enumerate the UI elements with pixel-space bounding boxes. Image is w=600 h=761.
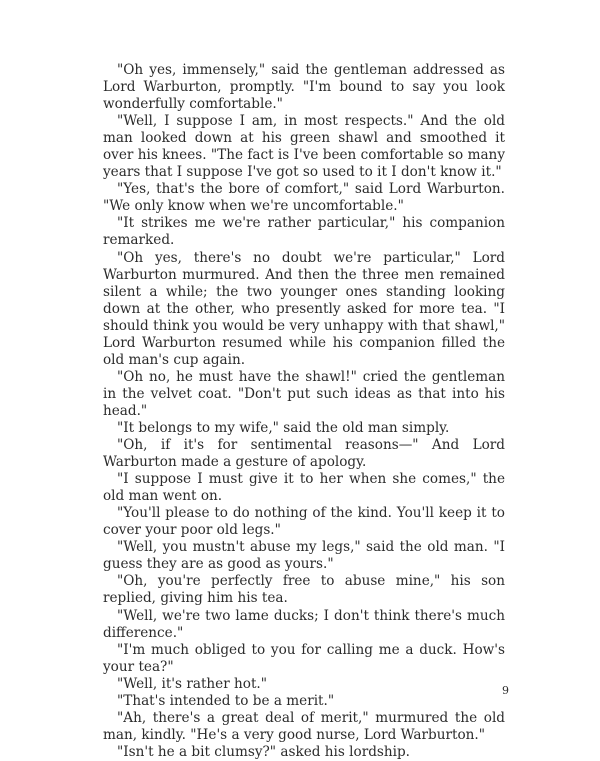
paragraph: "It strikes me we're rather particular," his companion remarked. bbox=[103, 215, 505, 249]
paragraph: "Oh yes, immensely," said the gentleman addressed as Lord Warburton, promptly. "I'm bound to say you look wonderfully comfortable." bbox=[103, 62, 505, 113]
paragraph: "Well, I suppose I am, in most respects." And the old man looked down at his green shawl and smoothed it over his knees. "The fact is I've been comfortable so many years that I suppose I've got so used to it I don't know it." bbox=[103, 113, 505, 181]
page-number: 9 bbox=[502, 684, 509, 697]
paragraph: "Isn't he a bit clumsy?" asked his lordship. bbox=[117, 743, 410, 760]
paragraph: "Yes, that's the bore of comfort," said Lord Warburton. "We only know when we're uncomfortable." bbox=[103, 181, 505, 215]
paragraph: "Ah, there's a great deal of merit," murmured the old man, kindly. "He's a very good nurse, Lord Warburton." bbox=[103, 709, 505, 743]
paragraph: "Oh, if it's for sentimental reasons—" And Lord Warburton made a gesture of apology. bbox=[103, 437, 505, 471]
paragraph: "You'll please to do nothing of the kind. You'll keep it to cover your poor old legs." bbox=[103, 505, 505, 539]
paragraph: "Oh no, he must have the shawl!" cried the gentleman in the velvet coat. "Don't put such ideas as that into his head." bbox=[103, 368, 505, 419]
body-text bbox=[103, 62, 505, 761]
paragraph: "Well, it's rather hot." bbox=[117, 675, 268, 692]
paragraph: "It belongs to my wife," said the old man simply. bbox=[117, 419, 450, 436]
paragraph: "I'm much obliged to you for calling me a duck. How's your tea?" bbox=[103, 641, 505, 675]
paragraph: "That's intended to be a merit." bbox=[117, 692, 335, 709]
paragraph: "Well, you mustn't abuse my legs," said the old man. "I guess they are as good as yours." bbox=[103, 539, 505, 573]
paragraph: "Well, we're two lame ducks; I don't think there's much difference." bbox=[103, 607, 505, 641]
paragraph: "Oh yes, there's no doubt we're particular," Lord Warburton murmured. And then the three men remained silent a while; the two younger ones standing looking down at the other, who presently asked for more tea. "I should think you would be very unhappy with that shawl," Lord Warburton resumed while his companion filled the old man's cup again. bbox=[103, 249, 505, 368]
paragraph: "Oh, you're perfectly free to abuse mine," his son replied, giving him his tea. bbox=[103, 573, 505, 607]
paragraph: "I suppose I must give it to her when she comes," the old man went on. bbox=[103, 471, 505, 505]
